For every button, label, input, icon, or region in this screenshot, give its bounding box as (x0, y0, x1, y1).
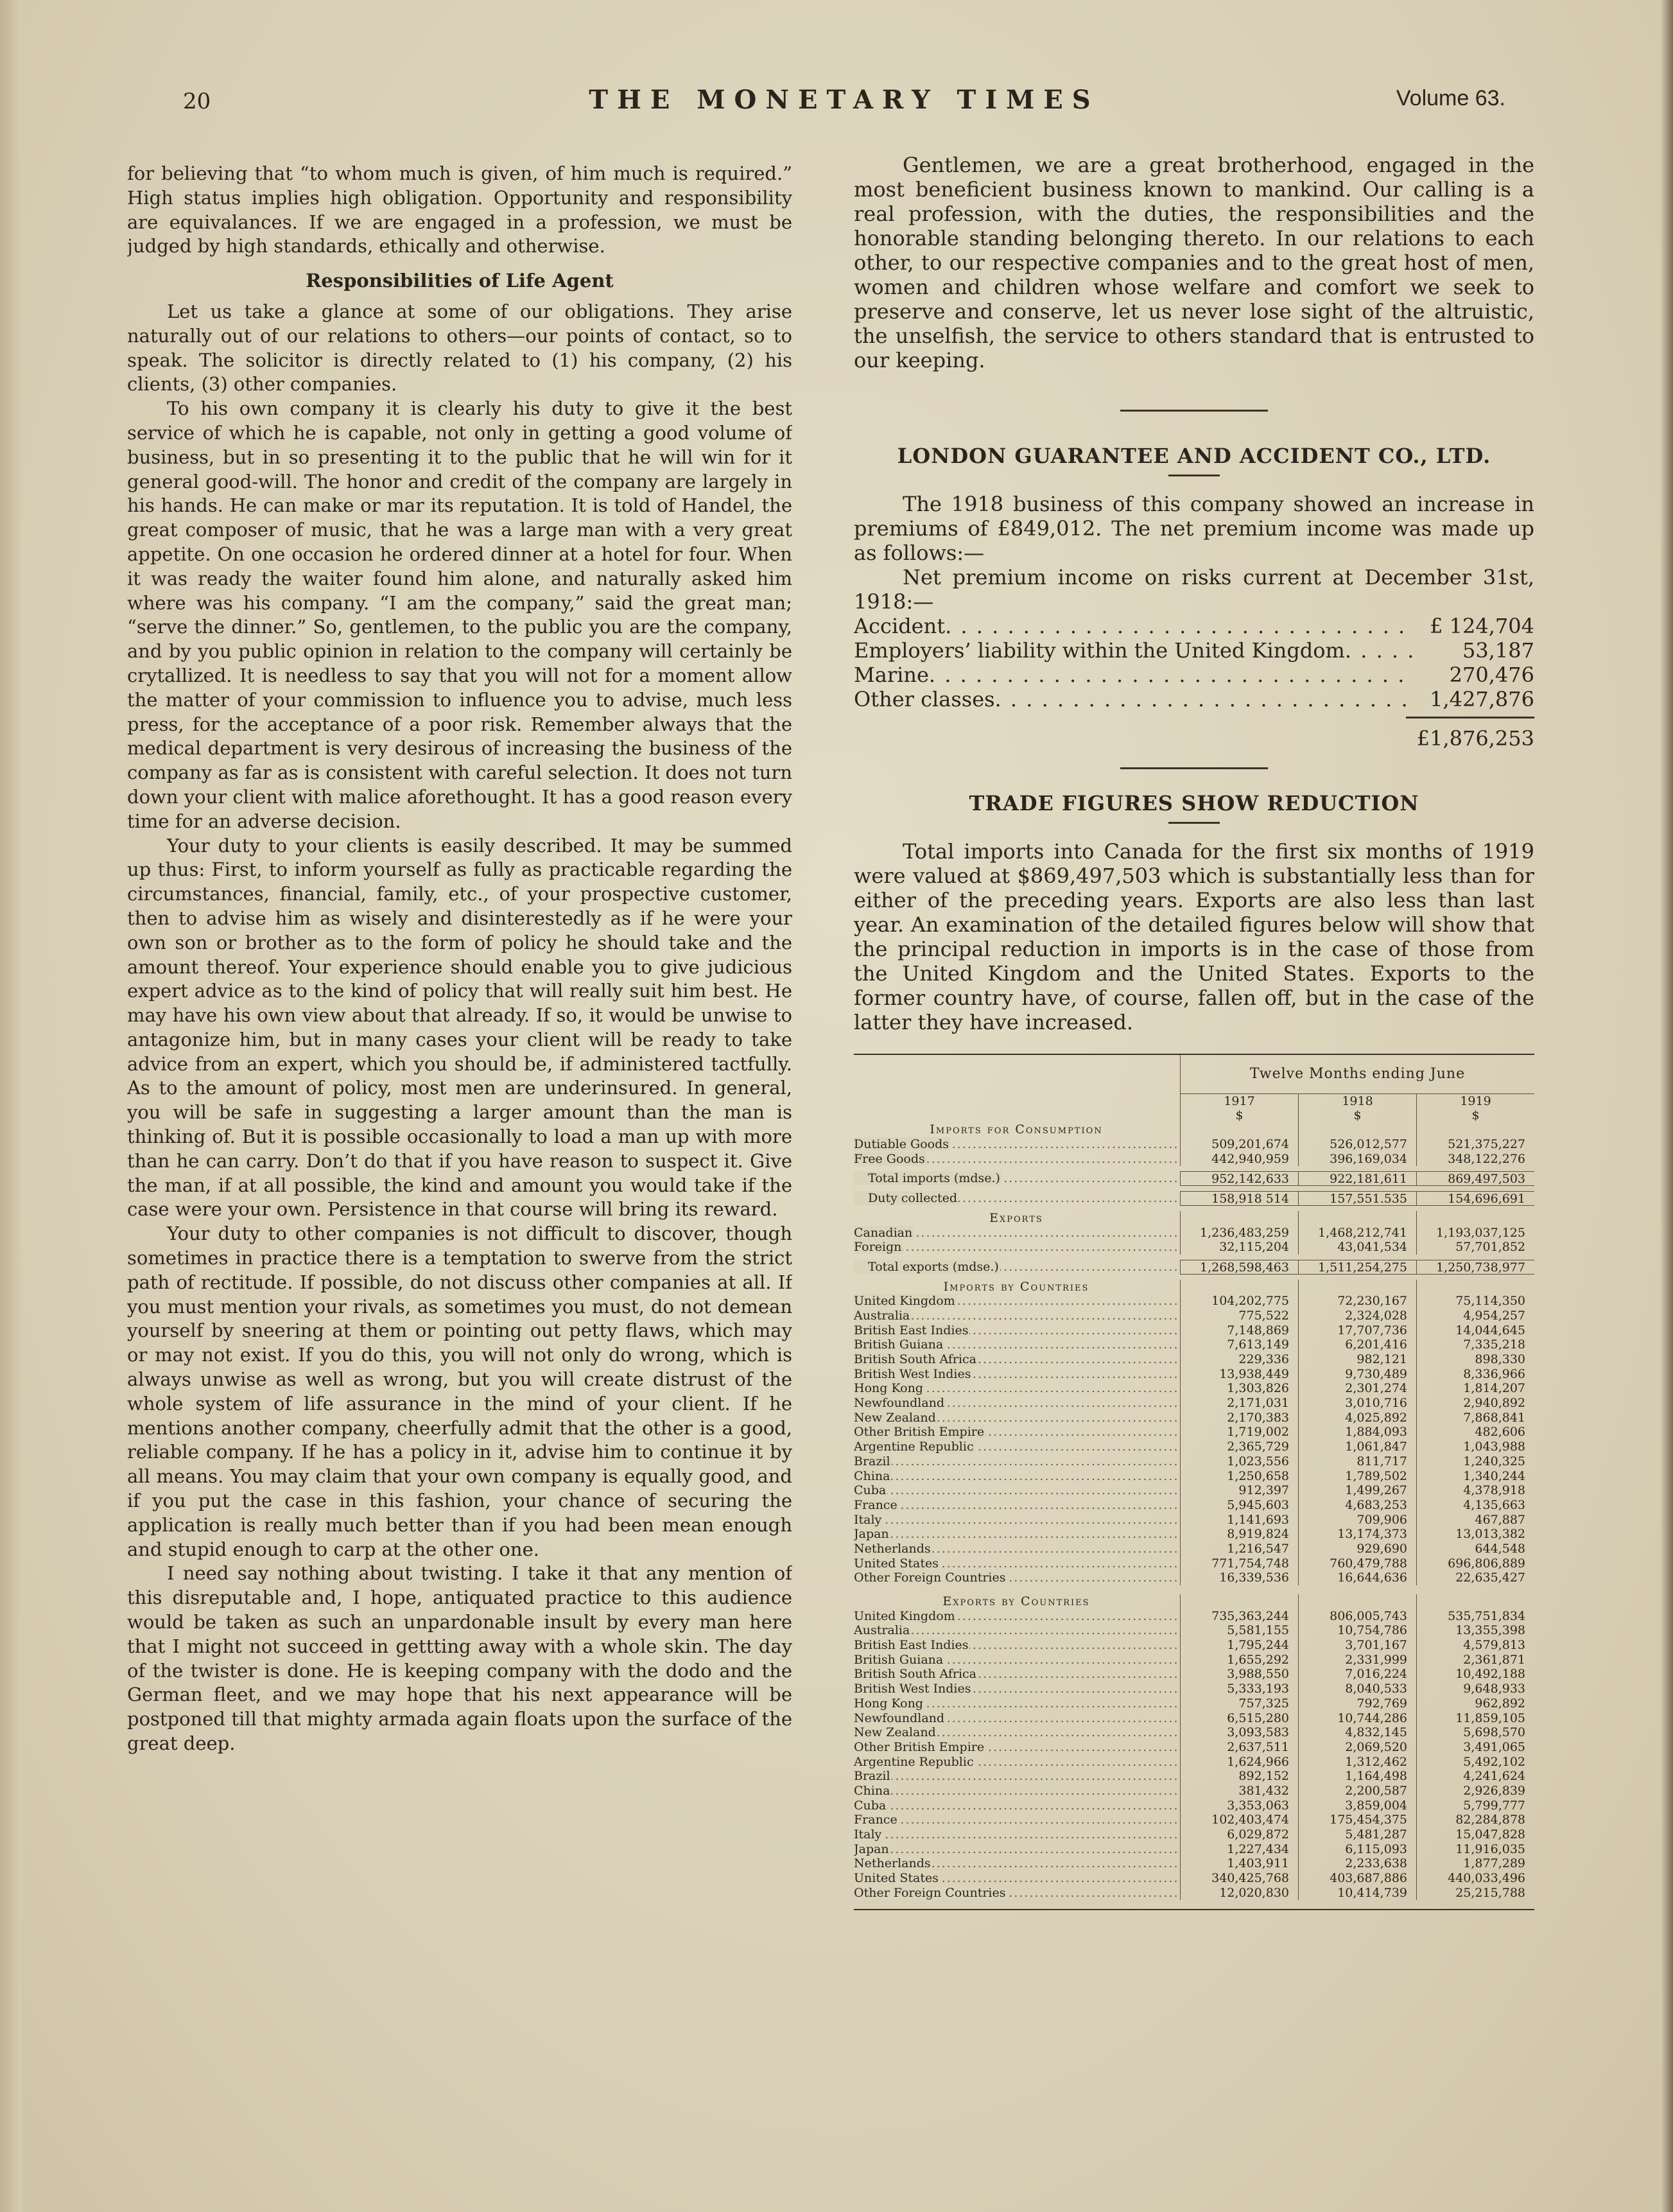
row-label: Hong Kong (854, 1381, 923, 1396)
table-cell: 1,884,093 (1298, 1425, 1416, 1440)
table-row (854, 1294, 1534, 1309)
table-cell: 3,988,550 (1180, 1667, 1298, 1682)
table-cell: 2,171,031 (1180, 1396, 1298, 1411)
row-label: Italy (854, 1827, 882, 1842)
currency-symbol: $ (1416, 1108, 1534, 1123)
table-row (854, 1556, 1534, 1571)
table-section-heading: Imports by Countries (854, 1280, 1534, 1294)
row-label: Brazil (854, 1454, 890, 1468)
table-cell: 1,023,556 (1180, 1454, 1298, 1469)
table-cell: 1,216,547 (1180, 1542, 1298, 1556)
table-cell: 2,233,638 (1298, 1856, 1416, 1871)
table-cell: 7,868,841 (1416, 1411, 1534, 1425)
table-cell: 5,481,287 (1298, 1827, 1416, 1842)
row-label: Foreign (854, 1240, 902, 1255)
table-cell: 1,795,244 (1180, 1638, 1298, 1653)
table-cell: 13,013,382 (1416, 1527, 1534, 1542)
table-cell: 1,043,988 (1416, 1440, 1534, 1454)
table-bottom-rule (854, 1909, 1534, 1910)
table-row (854, 1638, 1534, 1653)
table-cell: 792,769 (1298, 1696, 1416, 1711)
row-label: New Zealand (854, 1410, 936, 1425)
table-cell: 72,230,167 (1298, 1294, 1416, 1309)
table-cell: 13,174,373 (1298, 1527, 1416, 1542)
table-section-heading: Imports for Consumption (854, 1122, 1534, 1137)
page-header (183, 83, 1505, 122)
table-section-heading: Exports by Countries (854, 1594, 1534, 1609)
paragraph: To his own company it is clearly his duty to give it the best service of which he is capable, not only in getting a good volume of business, but in so presenting it to the public that he will win for it general good-will. The honor and credit of the company are largely in his hands. He can make or mar its reputation. It is told of Handel, the great composer of music, that he was a large man with a very great appetite. On one occasion he ordered dinner at a hotel for four. When it was ready the waiter found him alone, and naturally asked him where was his company. “I am the company,” said the great man; “serve the dinner.” So, gentlemen, to the public you are the company, and by you public opinion in relation to the company will certainly be crytallized. It is needless to say that you will not for a moment allow the matter of your commission to influence you to advise, much less press, for the acceptance of a poor risk. Remember always that the medical department is very desirous of increasing the business of the company as far as is consistent with careful selection. It does not turn down your client with malice aforethought. It has a good reason every time for an adverse decision. (127, 397, 792, 832)
row-label: United Kingdom (854, 1294, 955, 1309)
table-cell: 1,250,738,977 (1416, 1260, 1534, 1275)
row-label: Japan (854, 1842, 889, 1856)
table-cell: 8,040,533 (1298, 1682, 1416, 1696)
table-row (854, 1352, 1534, 1367)
table-cell: 771,754,748 (1180, 1556, 1298, 1571)
table-cell: 2,365,729 (1180, 1440, 1298, 1454)
table-cell: 102,403,474 (1180, 1813, 1298, 1827)
currency-symbol: $ (1298, 1108, 1416, 1123)
table-row (854, 1813, 1534, 1827)
row-label: France (854, 1497, 897, 1512)
table-cell: 760,479,788 (1298, 1556, 1416, 1571)
row-label: France (854, 1813, 897, 1827)
table-cell: 1,403,911 (1180, 1856, 1298, 1871)
table-cell: 157,551.535 (1298, 1191, 1416, 1206)
table-cell: 14,044,645 (1416, 1323, 1534, 1338)
premium-total: £1,876,253 (1406, 717, 1534, 751)
table-cell: 5,581,155 (1180, 1623, 1298, 1638)
table-cell: 6,201,416 (1298, 1337, 1416, 1352)
table-cell: 521,375,227 (1416, 1137, 1534, 1152)
row-label: Cuba (854, 1798, 887, 1813)
table-row (854, 1240, 1534, 1255)
row-label: British South Africa (854, 1667, 977, 1682)
table-cell: 912,397 (1180, 1483, 1298, 1498)
table-cell: 3,859,004 (1298, 1798, 1416, 1813)
left-column (127, 162, 792, 2088)
row-label: British Guiana (854, 1652, 944, 1667)
row-label: Argentine Republic (854, 1440, 974, 1454)
table-cell: 2,170,383 (1180, 1411, 1298, 1425)
year-header-row (854, 1093, 1534, 1108)
table-cell: 2,069,520 (1298, 1740, 1416, 1755)
table-cell: 2,940,892 (1416, 1396, 1534, 1411)
table-cell: 1,499,267 (1298, 1483, 1416, 1498)
table-cell: 4,241,624 (1416, 1769, 1534, 1784)
table-cell: 7,335,218 (1416, 1337, 1534, 1352)
table-cell: 709,906 (1298, 1513, 1416, 1528)
table-cell: 2,301,274 (1298, 1381, 1416, 1396)
table-cell: 1,164,498 (1298, 1769, 1416, 1784)
table-row (854, 1323, 1534, 1338)
row-label: Free Goods (854, 1151, 925, 1166)
row-label: United States (854, 1556, 939, 1571)
table-cell: 11,916,035 (1416, 1842, 1534, 1857)
row-label: Brazil (854, 1769, 890, 1784)
table-row (854, 1842, 1534, 1857)
table-cell: 952,142,633 (1180, 1171, 1298, 1186)
table-cell: 1,655,292 (1180, 1653, 1298, 1668)
right-column (854, 153, 1534, 2079)
table-cell: 7,016,224 (1298, 1667, 1416, 1682)
table-cell: 2,926,839 (1416, 1784, 1534, 1798)
title-rule (1168, 475, 1220, 476)
table-cell: 5,492,102 (1416, 1755, 1534, 1770)
table-row (854, 1260, 1534, 1275)
table-cell: 5,698,570 (1416, 1725, 1534, 1740)
table-cell: 892,152 (1180, 1769, 1298, 1784)
article-divider (1120, 767, 1268, 769)
table-cell: 811,717 (1298, 1454, 1416, 1469)
table-row (854, 1542, 1534, 1556)
table-row (854, 1527, 1534, 1542)
table-row (854, 1696, 1534, 1711)
row-label: United Kingdom (854, 1608, 955, 1623)
year-header: 1918 (1298, 1093, 1416, 1108)
year-header: 1917 (1180, 1093, 1298, 1108)
page-right-edge (1660, 0, 1673, 2212)
table-cell: 4,378,918 (1416, 1483, 1534, 1498)
table-cell: 175,454,375 (1298, 1813, 1416, 1827)
article-title-london-guarantee: LONDON GUARANTEE AND ACCIDENT CO., LTD. (897, 444, 1491, 468)
article-body (854, 839, 1534, 1034)
row-label: Netherlands (854, 1541, 931, 1556)
table-section-heading: Exports (854, 1211, 1534, 1226)
table-cell: 5,945,603 (1180, 1498, 1298, 1513)
table-row (854, 1381, 1534, 1396)
table-cell: 10,754,786 (1298, 1623, 1416, 1638)
table-row (854, 1886, 1534, 1901)
table-cell: 11,859,105 (1416, 1711, 1534, 1726)
table-cell: 4,135,663 (1416, 1498, 1534, 1513)
table-cell: 82,284,878 (1416, 1813, 1534, 1827)
currency-symbol: $ (1180, 1108, 1298, 1123)
table-cell: 396,169,034 (1298, 1152, 1416, 1167)
table-cell: 1,877,289 (1416, 1856, 1534, 1871)
table-cell: 644,548 (1416, 1542, 1534, 1556)
table-cell: 1,312,462 (1298, 1755, 1416, 1770)
table-cell: 3,353,063 (1180, 1798, 1298, 1813)
table-cell: 9,648,933 (1416, 1682, 1534, 1696)
paragraph: Net premium income on risks current at December 31st, 1918:— (854, 565, 1534, 614)
row-label: Netherlands (854, 1856, 931, 1871)
table-cell: 5,799,777 (1416, 1798, 1534, 1813)
row-label: British West Indies (854, 1682, 971, 1696)
table-cell: 898,330 (1416, 1352, 1534, 1367)
table-cell: 16,644,636 (1298, 1571, 1416, 1585)
table-cell: 1,227,434 (1180, 1842, 1298, 1857)
row-label: Australia (854, 1308, 910, 1323)
row-label: Other British Empire (854, 1739, 985, 1754)
row-label: Duty collected (854, 1191, 958, 1205)
row-label: Total imports (mdse.) (854, 1171, 1001, 1185)
row-label: New Zealand (854, 1725, 936, 1740)
row-label: Newfoundland (854, 1396, 945, 1411)
table-body (854, 1122, 1534, 1900)
table-cell: 1,268,598,463 (1180, 1260, 1298, 1275)
row-label: British Guiana (854, 1337, 944, 1352)
table-row (854, 1367, 1534, 1382)
table-row (854, 1609, 1534, 1624)
table-cell: 2,324,028 (1298, 1309, 1416, 1323)
table-cell: 6,515,280 (1180, 1711, 1298, 1726)
row-label: Australia (854, 1623, 910, 1638)
table-cell: 467,887 (1416, 1513, 1534, 1528)
table-row (854, 1740, 1534, 1755)
table-cell: 32,115,204 (1180, 1240, 1298, 1255)
table-row (854, 1667, 1534, 1682)
row-label: United States (854, 1871, 939, 1886)
article-body (854, 492, 1534, 614)
table-cell: 229,336 (1180, 1352, 1298, 1367)
masthead: THE MONETARY TIMES (589, 85, 1100, 115)
table-row (854, 1513, 1534, 1528)
table-cell: 340,425,768 (1180, 1871, 1298, 1886)
row-label: Dutiable Goods (854, 1137, 949, 1152)
row-label: Hong Kong (854, 1696, 923, 1711)
table-row (854, 1425, 1534, 1440)
table-cell: 1,340,244 (1416, 1469, 1534, 1484)
table-cell: 922,181,611 (1298, 1171, 1416, 1186)
table-cell: 16,339,536 (1180, 1571, 1298, 1585)
table-cell: 158,918 514 (1180, 1191, 1298, 1206)
page-left-edge (0, 0, 22, 2212)
table-cell: 1,468,212,741 (1298, 1226, 1416, 1241)
table-cell: 348,122,276 (1416, 1152, 1534, 1167)
table-cell: 10,744,286 (1298, 1711, 1416, 1726)
paragraph: Gentlemen, we are a great brotherhood, engaged in the most beneficient business known to mankind. Our calling is a real profession, with the duties, the responsibilities and the honorable standing belonging thereto. In our relations to each other, to our respective companies and to the great host of men, women and children whose welfare and comfort we seek to preserve and conserve, let us never lose sight of the altruistic, the unselfish, the service to others standard that is entrusted to our keeping. (854, 153, 1534, 372)
table-cell: 982,121 (1298, 1352, 1416, 1367)
table-cell: 869,497,503 (1416, 1171, 1534, 1186)
table-cell: 482,606 (1416, 1425, 1534, 1440)
table-cell: 526,012,577 (1298, 1137, 1416, 1152)
row-label: British South Africa (854, 1352, 977, 1366)
table-cell: 7,613,149 (1180, 1337, 1298, 1352)
premium-row: Marine . . . 270,476 (854, 663, 1534, 687)
table-cell: 9,730,489 (1298, 1367, 1416, 1382)
table-cell: 2,200,587 (1298, 1784, 1416, 1798)
table-cell: 442,940,959 (1180, 1152, 1298, 1167)
table-cell: 3,010,716 (1298, 1396, 1416, 1411)
table-cell: 1,141,693 (1180, 1513, 1298, 1528)
table-cell: 7,148,869 (1180, 1323, 1298, 1338)
row-label: Newfoundland (854, 1711, 945, 1725)
table-row (854, 1827, 1534, 1842)
table-cell: 6,115,093 (1298, 1842, 1416, 1857)
table-cell: 381,432 (1180, 1784, 1298, 1798)
table-cell: 1,719,002 (1180, 1425, 1298, 1440)
currency-row (854, 1108, 1534, 1123)
table-cell: 440,033,496 (1416, 1871, 1534, 1886)
table-row (854, 1137, 1534, 1152)
table-cell: 12,020,830 (1180, 1886, 1298, 1901)
row-label: Japan (854, 1527, 889, 1542)
table-cell: 10,492,188 (1416, 1667, 1534, 1682)
table-cell: 5,333,193 (1180, 1682, 1298, 1696)
article-divider (1120, 410, 1268, 412)
table-cell: 3,701,167 (1298, 1638, 1416, 1653)
table-row (854, 1623, 1534, 1638)
table-row (854, 1337, 1534, 1352)
table-row (854, 1309, 1534, 1323)
table-row (854, 1498, 1534, 1513)
table-row (854, 1171, 1534, 1186)
table-cell: 15,047,828 (1416, 1827, 1534, 1842)
table-row (854, 1798, 1534, 1813)
table-cell: 1,789,502 (1298, 1469, 1416, 1484)
trade-figures-table (854, 1055, 1534, 1900)
table-row (854, 1755, 1534, 1770)
table-cell: 1,061,847 (1298, 1440, 1416, 1454)
table-row (854, 1571, 1534, 1585)
table-row (854, 1784, 1534, 1798)
premium-row: Other classes . . . 1,427,876 (854, 687, 1534, 711)
row-label: British East Indies (854, 1638, 969, 1653)
table-cell: 806,005,743 (1298, 1609, 1416, 1624)
table-cell: 3,093,583 (1180, 1725, 1298, 1740)
table-row (854, 1454, 1534, 1469)
table-cell: 929,690 (1298, 1542, 1416, 1556)
row-label: China (854, 1783, 890, 1798)
row-label: Other Foreign Countries (854, 1885, 1006, 1900)
page-number: 20 (183, 89, 211, 114)
table-cell: 2,637,511 (1180, 1740, 1298, 1755)
table-cell: 6,029,872 (1180, 1827, 1298, 1842)
paragraph: Your duty to your clients is easily described. It may be summed up thus: First, to inform yourself as fully as practicable regarding the circumstances, financial, family, etc., of your prospective customer, then to advise him as wisely and disinterestedly as if he were your own son or brother as to the form of policy he should take and the amount thereof. Your experience should enable you to give judicious expert advice as to the kind of policy that will really suit him best. He may have his own view about that already. If so, it would be unwise to antagonize him, but in many cases your client will be ready to take advice from an expert, which you should be, if administered tactfully. As to the amount of policy, most men are underinsured. In general, you will be safe in suggesting a larger amount than the man is thinking of. But it is possible occasionally to load a man up with more than he can carry. Don’t do that if you have reason to suspect it. Give the man, if at all possible, the kind and amount you would take if the case were your own. Persistence in that course will bring its reward. (127, 834, 792, 1221)
paragraph: for believing that “to whom much is given, of him much is required.” High status implies high obligation. Opportunity and responsibility are equivalances. If we are engaged in a profession, we must be judged by high standards, ethically and otherwise. (127, 162, 792, 257)
paragraph: Total imports into Canada for the first six months of 1919 were valued at $869,497,503 which is substantially less than for either of the preceding years. Exports are also less than last year. An examination of the detailed figures below will show that the principal reduction in imports is in the case of those from the United Kingdom and the United States. Exports to the former country have, of course, fallen off, but in the case of the latter they have increased. (854, 839, 1534, 1034)
volume-label: Volume 63. (1396, 86, 1505, 110)
table-cell: 1,250,658 (1180, 1469, 1298, 1484)
table-row (854, 1871, 1534, 1886)
table-cell: 1,511,254,275 (1298, 1260, 1416, 1275)
table-cell: 962,892 (1416, 1696, 1534, 1711)
table-cell: 757,325 (1180, 1696, 1298, 1711)
table-cell: 10,414,739 (1298, 1886, 1416, 1901)
table-row (854, 1396, 1534, 1411)
table-row (854, 1483, 1534, 1498)
row-label: British East Indies (854, 1323, 969, 1337)
row-label: Cuba (854, 1483, 887, 1498)
table-row (854, 1725, 1534, 1740)
table-row (854, 1856, 1534, 1871)
row-label: Argentine Republic (854, 1754, 974, 1769)
table-cell: 2,331,999 (1298, 1653, 1416, 1668)
premium-row: Accident . . . £ 124,704 (854, 614, 1534, 638)
closing-remarks (854, 153, 1534, 372)
table-caption: Twelve Months ending June (1180, 1055, 1534, 1093)
table-cell: 1,624,966 (1180, 1755, 1298, 1770)
premium-row: Employers’ liability within the United Kingdom . . . 53,187 (854, 638, 1534, 663)
table-row (854, 1411, 1534, 1425)
year-header: 1919 (1416, 1093, 1534, 1108)
table-cell: 3,491,065 (1416, 1740, 1534, 1755)
table-row (854, 1226, 1534, 1241)
row-label: Total exports (mdse.) (854, 1260, 1000, 1274)
table-row (854, 1653, 1534, 1668)
table-cell: 4,832,145 (1298, 1725, 1416, 1740)
table-row (854, 1191, 1534, 1206)
table-row (854, 1711, 1534, 1726)
table-cell: 735,363,244 (1180, 1609, 1298, 1624)
table-cell: 1,303,826 (1180, 1381, 1298, 1396)
row-label: Other Foreign Countries (854, 1571, 1006, 1585)
table-cell: 2,361,871 (1416, 1653, 1534, 1668)
table-cell: 403,687,886 (1298, 1871, 1416, 1886)
section-heading: Responsibilities of Life Agent (306, 270, 614, 292)
table-cell: 535,751,834 (1416, 1609, 1534, 1624)
table-cell: 1,240,325 (1416, 1454, 1534, 1469)
paragraph: Your duty to other companies is not difficult to discover, though sometimes in practice there is a temptation to swerve from the strict path of rectitude. If possible, do not discuss other companies at all. If you must mention your rivals, as sometimes you must, do not demean yourself by sneering at them or pointing out petty flaws, which may or may not exist. If you do this, you will not only do wrong, which is always unwise as well as wrong, but you will create distrust of the whole system of life assurance in the mind of your client. If he mentions another company, cheerfully admit that the other is a good, reliable company. If he has a policy in it, advise him to continue it by all means. You may claim that your own company is equally good, and if you put the case in this fashion, your chance of securing the application is really much better than if you had been mean enough and stupid enough to carp at the other one. (127, 1223, 792, 1560)
table-cell: 17,707,736 (1298, 1323, 1416, 1338)
article-title-trade-figures: TRADE FIGURES SHOW REDUCTION (969, 791, 1419, 815)
table-row (854, 1152, 1534, 1167)
table-cell: 4,683,253 (1298, 1498, 1416, 1513)
table-cell: 25,215,788 (1416, 1886, 1534, 1901)
table-cell: 1,236,483,259 (1180, 1226, 1298, 1241)
table-row (854, 1769, 1534, 1784)
table-cell: 13,355,398 (1416, 1623, 1534, 1638)
table-cell: 4,025,892 (1298, 1411, 1416, 1425)
paragraph: Let us take a glance at some of our obligations. They arise naturally out of our relations to others—our points of contact, so to speak. The solicitor is directly related to (1) his company, (2) his clients, (3) other companies. (127, 300, 792, 396)
table-cell: 154,696,691 (1416, 1191, 1534, 1206)
row-label: Canadian (854, 1225, 913, 1240)
table-cell: 43,041,534 (1298, 1240, 1416, 1255)
table-cell: 8,336,966 (1416, 1367, 1534, 1382)
table-cell: 1,814,207 (1416, 1381, 1534, 1396)
table-cell: 22,635,427 (1416, 1571, 1534, 1585)
table-cell: 775,522 (1180, 1309, 1298, 1323)
table-row (854, 1469, 1534, 1484)
paragraph: The 1918 business of this company showed an increase in premiums of £849,012. The net premium income was made up as follows:— (854, 492, 1534, 565)
row-label: Other British Empire (854, 1425, 985, 1440)
table-cell: 104,202,775 (1180, 1294, 1298, 1309)
table-cell: 509,201,674 (1180, 1137, 1298, 1152)
table-row (854, 1682, 1534, 1696)
table-cell: 4,579,813 (1416, 1638, 1534, 1653)
title-rule (1168, 822, 1220, 824)
table-cell: 13,938,449 (1180, 1367, 1298, 1382)
row-label: British West Indies (854, 1366, 971, 1381)
table-cell: 1,193,037,125 (1416, 1226, 1534, 1241)
paragraph: I need say nothing about twisting. I take it that any mention of this disreputable and, I hope, antiquated practice to this audience would be taken as such an unpardonable insult by every man here that I might not succeed in gettting away with a whole skin. The day of the twister is done. He is keeping company with the dodo and the German fleet, and we may hope that his next appearance will be postponed till that mighty armada again floats upon the surface of the great deep. (127, 1562, 792, 1754)
table-cell: 4,954,257 (1416, 1309, 1534, 1323)
table-cell: 57,701,852 (1416, 1240, 1534, 1255)
row-label: Italy (854, 1512, 882, 1527)
table-cell: 75,114,350 (1416, 1294, 1534, 1309)
row-label: China (854, 1468, 890, 1483)
table-row (854, 1440, 1534, 1454)
table-cell: 8,919,824 (1180, 1527, 1298, 1542)
premium-list (854, 614, 1534, 751)
table-cell: 696,806,889 (1416, 1556, 1534, 1571)
